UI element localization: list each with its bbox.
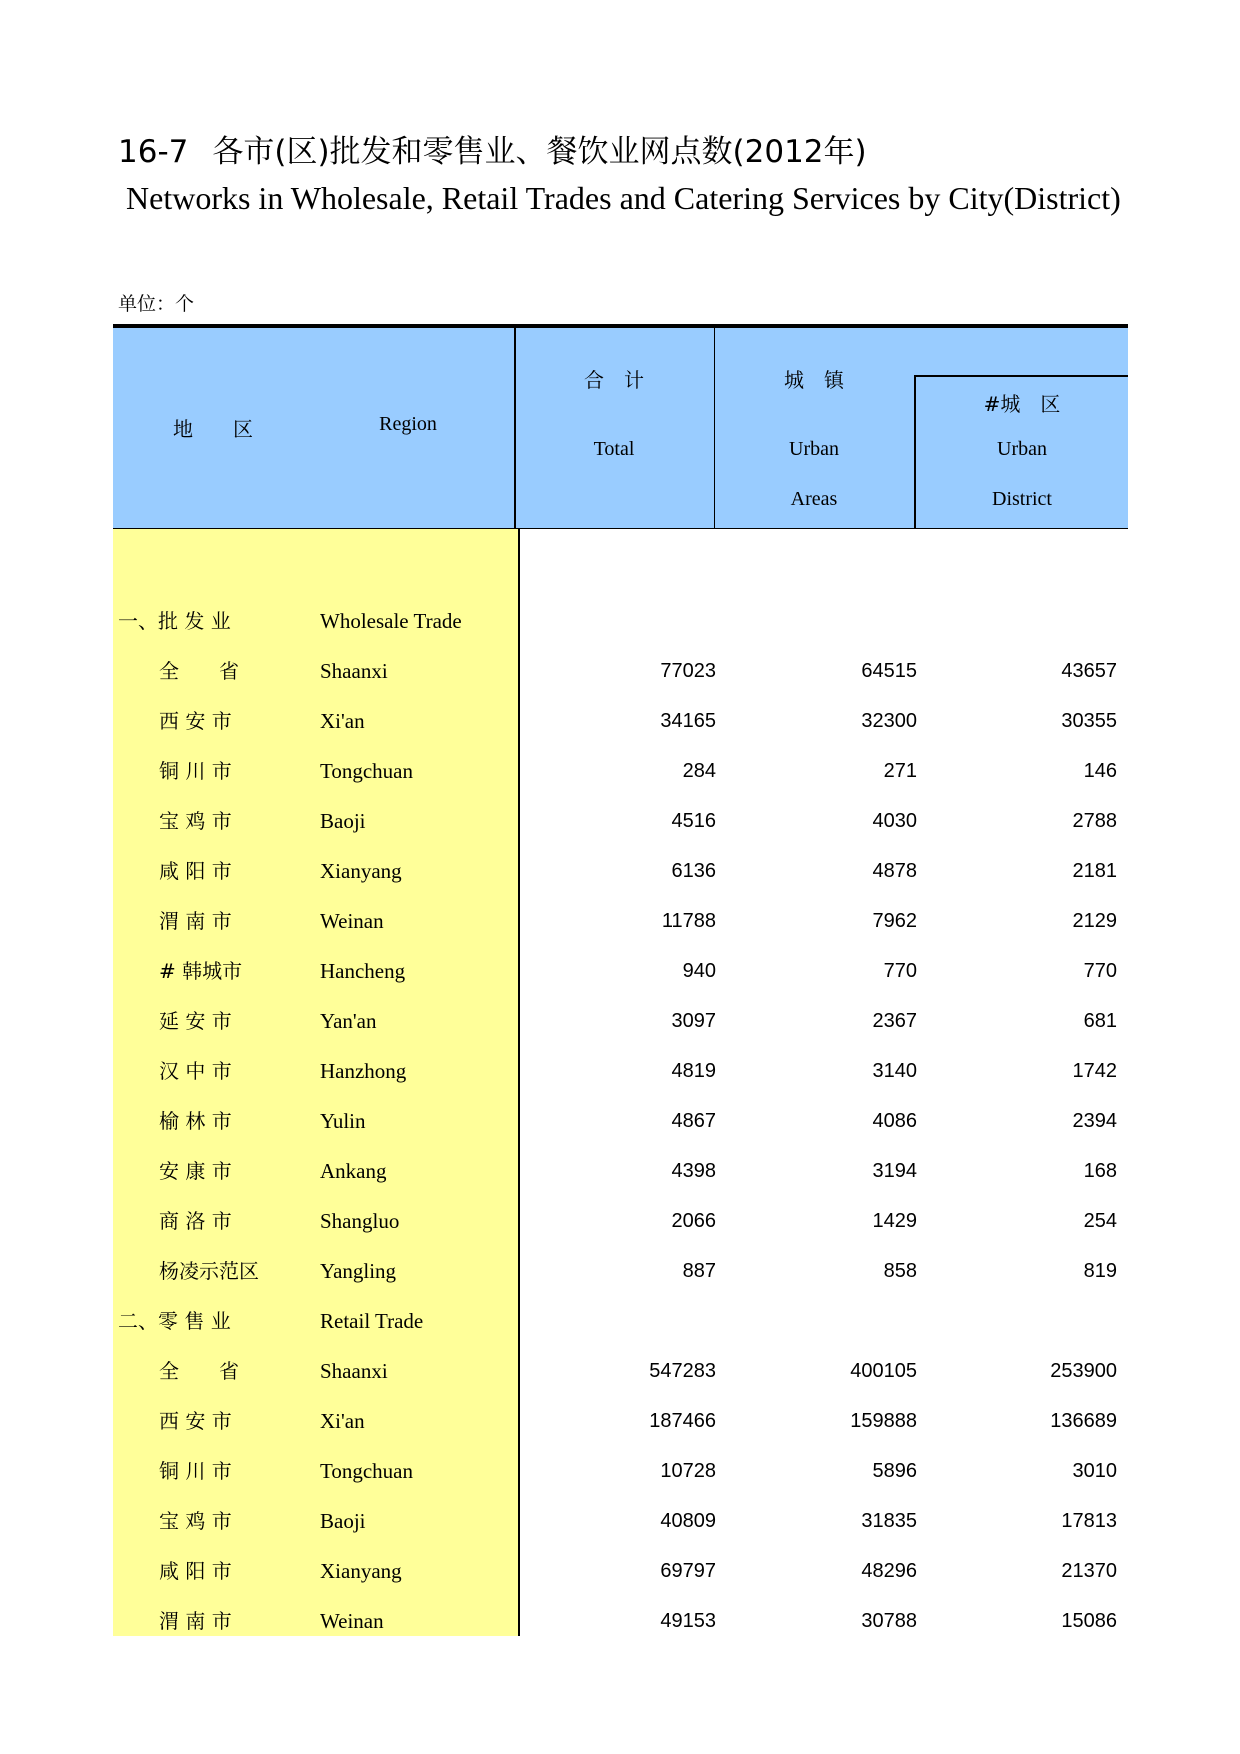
region-name-zh: 榆 林 市 (159, 1109, 232, 1133)
region-name-en: Hancheng (320, 959, 406, 983)
header-urban-en2: Areas (790, 488, 838, 510)
table-row (113, 846, 1128, 896)
urban-value: 30788 (861, 1610, 917, 1632)
urban-value: 159888 (850, 1410, 917, 1432)
total-value: 40809 (660, 1510, 716, 1532)
header-total-en: Total (593, 438, 635, 460)
table-row (113, 946, 1128, 996)
region-name-zh: 西 安 市 (159, 709, 232, 733)
total-value: 11788 (661, 910, 716, 932)
district-value: 2788 (1072, 810, 1117, 832)
district-value: 254 (1083, 1210, 1117, 1232)
total-value: 77023 (660, 660, 716, 682)
table-row (113, 1596, 1128, 1646)
urban-value: 4030 (872, 810, 917, 832)
district-value: 30355 (1061, 710, 1117, 732)
header-region-en: Region (379, 413, 437, 435)
region-name-zh: 铜 川 市 (159, 1459, 232, 1483)
district-value: 21370 (1061, 1560, 1117, 1582)
total-value: 34165 (660, 710, 716, 732)
district-value: 3010 (1072, 1460, 1117, 1482)
region-name-zh: 全 省 (159, 1359, 239, 1383)
region-name-zh: 咸 阳 市 (159, 1559, 232, 1583)
table-header (113, 328, 1128, 529)
total-value: 547283 (649, 1360, 716, 1382)
header-divider (514, 328, 516, 528)
region-name-en: Shangluo (320, 1209, 400, 1233)
total-value: 4516 (671, 810, 716, 832)
table-row (113, 1396, 1128, 1446)
region-name-zh: 二、零 售 业 (118, 1309, 231, 1333)
region-name-en: Shaanxi (320, 659, 388, 683)
table-row (113, 1246, 1128, 1296)
total-value: 3097 (671, 1010, 716, 1032)
table-row (113, 746, 1128, 796)
region-name-en: Tongchuan (320, 759, 414, 783)
table-row (113, 696, 1128, 746)
region-name-zh: 一、批 发 业 (118, 609, 231, 633)
table-row (113, 1096, 1128, 1146)
region-name-zh: 宝 鸡 市 (159, 809, 232, 833)
table-row (113, 1496, 1128, 1546)
region-name-zh: 宝 鸡 市 (159, 1509, 232, 1533)
region-name-en: Xi'an (320, 1409, 365, 1433)
region-name-zh: 安 康 市 (159, 1159, 232, 1183)
district-value: 2394 (1072, 1110, 1117, 1132)
district-value: 2129 (1072, 910, 1117, 932)
urban-value: 48296 (861, 1560, 917, 1582)
region-name-en: Weinan (320, 909, 384, 933)
region-name-zh: 延 安 市 (159, 1009, 232, 1033)
region-name-zh: 全 省 (159, 659, 239, 683)
region-name-zh: 渭 南 市 (159, 1609, 232, 1633)
total-value: 6136 (671, 860, 716, 882)
district-value: 146 (1083, 760, 1117, 782)
urban-value: 858 (883, 1260, 917, 1282)
header-urban-en1: Urban (789, 438, 839, 460)
region-name-zh: 渭 南 市 (159, 909, 232, 933)
region-name-en: Xianyang (320, 859, 402, 883)
region-name-zh: # 韩城市 (159, 959, 243, 983)
urban-value: 31835 (861, 1510, 917, 1532)
region-name-en: Shaanxi (320, 1359, 388, 1383)
urban-value: 3140 (872, 1060, 917, 1082)
total-value: 4867 (671, 1110, 716, 1132)
section-row (113, 596, 1128, 646)
district-value: 819 (1083, 1260, 1117, 1282)
region-name-en: Retail Trade (320, 1309, 424, 1333)
header-district-zh: #城 区 (983, 392, 1061, 416)
urban-value: 2367 (872, 1010, 917, 1032)
unit-label: 单位：个 (118, 293, 195, 315)
header-total-zh: 合 计 (584, 368, 644, 392)
region-name-en: Tongchuan (320, 1459, 414, 1483)
district-value: 15086 (1061, 1610, 1117, 1632)
total-value: 940 (682, 960, 716, 982)
region-name-en: Baoji (320, 1509, 366, 1533)
total-value: 187466 (649, 1410, 716, 1432)
region-name-en: Yangling (320, 1259, 397, 1283)
total-value: 4398 (671, 1160, 716, 1182)
table-row (113, 896, 1128, 946)
table-row (113, 996, 1128, 1046)
total-value: 4819 (671, 1060, 716, 1082)
total-value: 10728 (660, 1460, 716, 1482)
total-value: 2066 (671, 1210, 716, 1232)
region-name-en: Hanzhong (320, 1059, 407, 1083)
urban-value: 3194 (872, 1160, 917, 1182)
urban-value: 4878 (872, 860, 917, 882)
district-value: 2181 (1072, 860, 1117, 882)
urban-value: 271 (883, 760, 917, 782)
region-name-en: Yan'an (320, 1009, 377, 1033)
region-name-zh: 商 洛 市 (159, 1209, 232, 1233)
table-row (113, 1146, 1128, 1196)
district-value: 136689 (1050, 1410, 1117, 1432)
urban-value: 1429 (872, 1210, 917, 1232)
table-number: 16-7 (118, 134, 189, 170)
total-value: 69797 (660, 1560, 716, 1582)
region-name-en: Xi'an (320, 709, 365, 733)
urban-value: 400105 (850, 1360, 917, 1382)
district-value: 168 (1083, 1160, 1117, 1182)
region-name-en: Weinan (320, 1609, 384, 1633)
table-row (113, 1546, 1128, 1596)
urban-value: 4086 (872, 1110, 917, 1132)
region-name-zh: 汉 中 市 (159, 1059, 232, 1083)
district-value: 1742 (1072, 1060, 1117, 1082)
region-name-en: Yulin (320, 1109, 366, 1133)
page-title-zh (118, 126, 867, 171)
total-value: 49153 (660, 1610, 716, 1632)
table-row (113, 1046, 1128, 1096)
title-zh-text: 各市(区)批发和零售业、餐饮业网点数(2012年) (212, 134, 867, 170)
district-value: 43657 (1061, 660, 1117, 682)
total-value: 887 (682, 1260, 716, 1282)
section-row (113, 1296, 1128, 1346)
header-subline (914, 375, 1128, 377)
urban-value: 32300 (861, 710, 917, 732)
region-name-en: Wholesale Trade (320, 609, 462, 633)
urban-value: 64515 (861, 660, 917, 682)
region-name-zh: 杨凌示范区 (159, 1259, 259, 1283)
page-title-en: Networks in Wholesale, Retail Trades and Catering Services by City(District) (126, 180, 1121, 216)
header-region-zh: 地 区 (173, 417, 253, 441)
region-name-zh: 咸 阳 市 (159, 859, 232, 883)
header-district-en1: Urban (997, 438, 1047, 460)
table-row (113, 1446, 1128, 1496)
urban-value: 770 (883, 960, 917, 982)
data-table (113, 324, 1128, 1636)
total-value: 284 (682, 760, 716, 782)
district-value: 681 (1083, 1010, 1117, 1032)
table-row (113, 1346, 1128, 1396)
urban-value: 7962 (872, 910, 917, 932)
region-name-en: Xianyang (320, 1559, 402, 1583)
header-urban-zh: 城 镇 (784, 368, 844, 392)
region-name-zh: 铜 川 市 (159, 759, 232, 783)
district-value: 17813 (1061, 1510, 1117, 1532)
region-name-zh: 西 安 市 (159, 1409, 232, 1433)
urban-value: 5896 (872, 1460, 917, 1482)
district-value: 770 (1083, 960, 1117, 982)
district-value: 253900 (1050, 1360, 1117, 1382)
header-district-en2: District (992, 488, 1052, 510)
table-row (113, 1196, 1128, 1246)
table-row (113, 646, 1128, 696)
region-name-en: Ankang (320, 1159, 387, 1183)
region-name-en: Baoji (320, 809, 366, 833)
table-row (113, 796, 1128, 846)
